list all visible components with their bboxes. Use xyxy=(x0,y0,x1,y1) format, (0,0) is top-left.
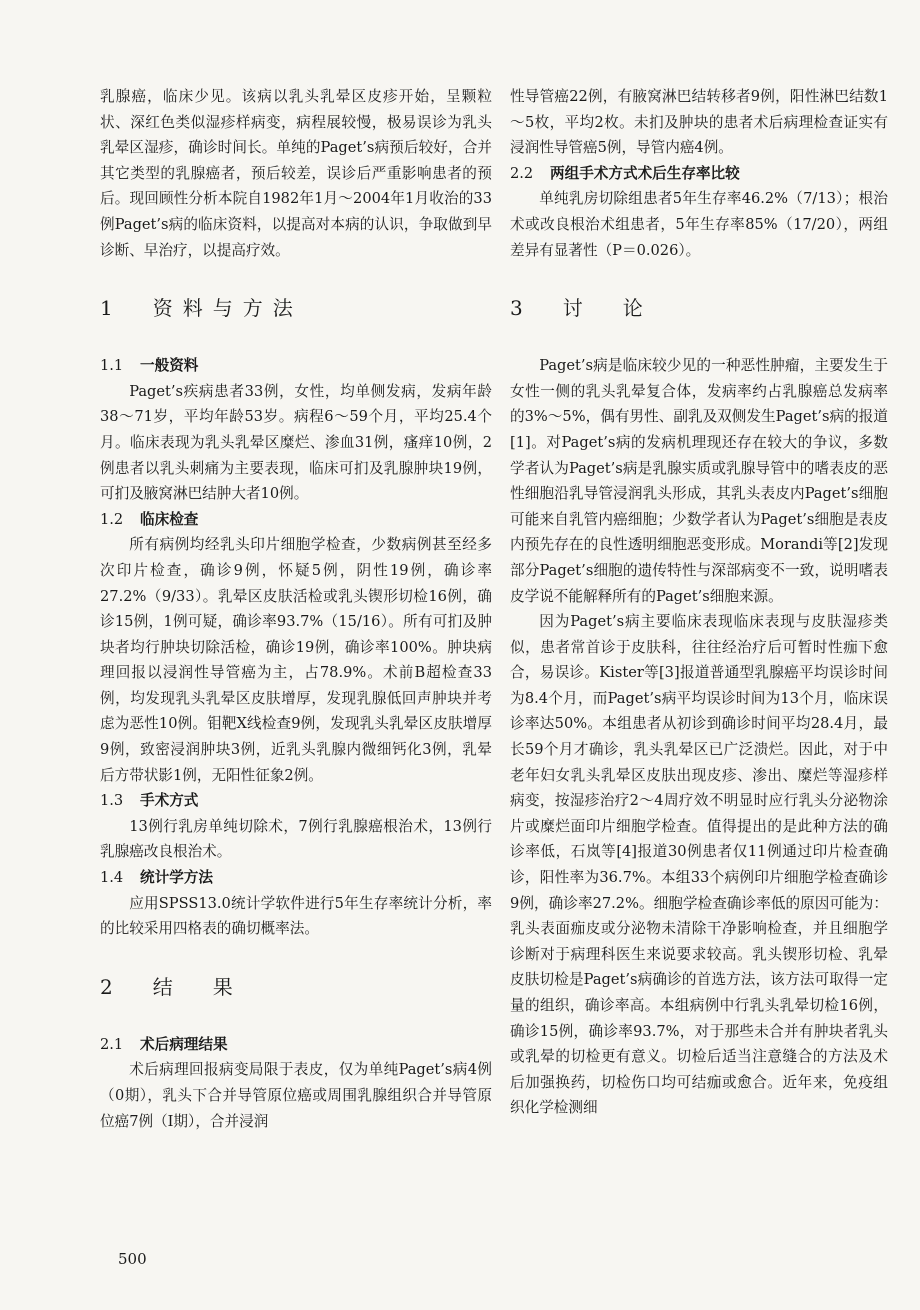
subsection-1-3-text: 13例行乳房单纯切除术，7例行乳腺癌根治术，13例行乳腺癌改良根治术。 xyxy=(100,817,492,861)
section-2-heading: 2 结 果 xyxy=(100,974,243,999)
subsection-1-3-heading xyxy=(100,788,492,814)
subsection-number: 1.2 xyxy=(100,510,124,528)
subsection-title: 统计学方法 xyxy=(140,869,213,887)
subsection-1-4-text: 应用SPSS13.0统计学软件进行5年生存率统计分析，率的比较采用四格表的确切概率法。 xyxy=(100,894,492,938)
subsection-1-1-heading xyxy=(100,353,492,379)
discussion-paragraph-2: 因为Paget’s病主要临床表现临床表现与皮肤湿疹类似，患者常首诊于皮肤科，往往经治疗后可暂时性痂下愈合，易误诊。Kister等[3]报道普通型乳腺癌平均误诊时间为8.4个月，而Paget’s病平均误诊时间为13个月，临床误诊率达50%。本组患者从初诊到确诊时间平均28.4月，最长59个月才确诊，乳头乳晕区已广泛溃烂。因此，对于中老年妇女乳头乳晕区皮肤出现皮疹、渗出、糜烂等湿疹样病变，按湿疹治疗2～4周疗效不明显时应行乳头分泌物涂片或糜烂面印片细胞学检查。值得提出的是此种方法的确诊率低，石岚等[4]报道30例患者仅11例通过印片检查确诊，阳性率为36.7%。本组33个病例印片细胞学检查确诊9例，确诊率27.2%。细胞学检查确诊率低的原因可能为：乳头表面痂皮或分泌物未清除干净影响检查，并且细胞学诊断对于病理科医生来说要求较高。乳头锲形切检、乳晕皮肤切检是Paget’s病确诊的首选方法，该方法可取得一定量的组织，确诊率高。本组病例中行乳头乳晕切检16例，确诊15例，确诊率93.7%，对于那些未合并有肿块者乳头或乳晕的切检更有意义。切检后适当注意缝合的方法及术后加强换药，切检伤口均可结痂或愈合。近年来，免疫组织化学检测细 xyxy=(510,613,888,1117)
subsection-title: 临床检查 xyxy=(140,510,199,528)
subsection-number: 2.1 xyxy=(100,1035,124,1053)
subsection-2-1-text: 术后病理回报病变局限于表皮，仅为单纯Paget’s病4例（0期），乳头下合并导管原位癌或周围乳腺组织合并导管原位癌7例（Ⅰ期），合并浸润 xyxy=(100,1061,492,1130)
subsection-1-2-heading xyxy=(100,507,492,533)
subsection-number: 2.2 xyxy=(510,164,534,182)
section-3-heading: 3 讨 论 xyxy=(510,296,653,321)
subsection-title: 两组手术方式术后生存率比较 xyxy=(550,164,740,182)
subsection-title: 一般资料 xyxy=(140,357,199,375)
right-column xyxy=(510,84,888,1121)
page-number: 500 xyxy=(118,1250,147,1268)
left-column xyxy=(100,84,492,1134)
subsection-title: 术后病理结果 xyxy=(140,1035,228,1053)
discussion-paragraph-1: Paget’s病是临床较少见的一种恶性肿瘤，主要发生于女性一侧的乳头乳晕复合体，发病率约占乳腺癌总发病率的3%～5%，偶有男性、副乳及双侧发生Paget’s病的报道[1]。对Paget’s病的发病机理现还存在较大的争议，多数学者认为Paget’s病是乳腺实质或乳腺导管中的嗜表皮的恶性细胞沿乳导管浸润乳头形成，其乳头表皮内Paget’s细胞可能来自乳管内癌细胞；少数学者认为Paget’s细胞是表皮内预先存在的良性透明细胞恶变形成。Morandi等[2]发现部分Paget’s细胞的遗传特性与深部病变不一致，说明嗜表皮学说不能解释所有的Paget’s细胞来源。 xyxy=(510,357,888,605)
subsection-1-2-text: 所有病例均经乳头印片细胞学检查，少数病例甚至经多次印片检查，确诊9例，怀疑5例，阴性19例，确诊率27.2%（9/33）。乳晕区皮肤活检或乳头锲形切检16例，确诊15例，1例可疑，确诊率93.7%（15/16）。所有可扪及肿块者均行肿块切除活检，确诊19例，确诊率100%。肿块病理回报以浸润性导管癌为主，占78.9%。术前B超检查33例，均发现乳头乳晕区皮肤增厚，发现乳腺低回声肿块并考虑为恶性10例。钼靶X线检查9例，发现乳头乳晕区皮肤增厚9例，致密浸润肿块3例，近乳头乳腺内微细钙化3例，乳晕后方带状影1例，无阳性征象2例。 xyxy=(100,536,492,784)
subsection-number: 1.3 xyxy=(100,792,124,810)
subsection-number: 1.4 xyxy=(100,869,124,887)
subsection-2-1-heading xyxy=(100,1032,492,1058)
subsection-2-2-text: 单纯乳房切除组患者5年生存率46.2%（7/13）；根治术或改良根治术组患者，5年生存率85%（17/20），两组差异有显著性（P＝0.026）。 xyxy=(510,190,888,259)
subsection-1-4-heading xyxy=(100,865,492,891)
intro-paragraph: 乳腺癌，临床少见。该病以乳头乳晕区皮疹开始，呈颗粒状、深红色类似湿疹样病变，病程展较慢，极易误诊为乳头乳晕区湿疹，确诊时间长。单纯的Paget’s病预后较好，合并其它类型的乳腺癌者，预后较差，误诊后严重影响患者的预后。现回顾性分析本院自1982年1月～2004年1月收治的33例Paget’s病的临床资料，以提高对本病的认识，争取做到早诊断、早治疗，以提高疗效。 xyxy=(100,88,492,259)
subsection-1-1-text: Paget’s疾病患者33例，女性，均单侧发病，发病年龄38～71岁，平均年龄53岁。病程6～59个月，平均25.4个月。临床表现为乳头乳晕区糜烂、渗血31例，瘙痒10例，2例患者以乳头刺痛为主要表现，临床可扪及乳腺肿块19例，可扪及腋窝淋巴结肿大者10例。 xyxy=(100,382,492,503)
subsection-title: 手术方式 xyxy=(140,792,199,810)
subsection-number: 1.1 xyxy=(100,357,124,375)
subsection-2-2-heading xyxy=(510,161,888,187)
continued-paragraph: 性导管癌22例，有腋窝淋巴结转移者9例，阳性淋巴结数1～5枚，平均2枚。未扪及肿块的患者术后病理检查证实有浸润性导管癌5例，导管内癌4例。 xyxy=(510,88,888,157)
section-1-heading: 1 资料与方法 xyxy=(100,296,303,321)
